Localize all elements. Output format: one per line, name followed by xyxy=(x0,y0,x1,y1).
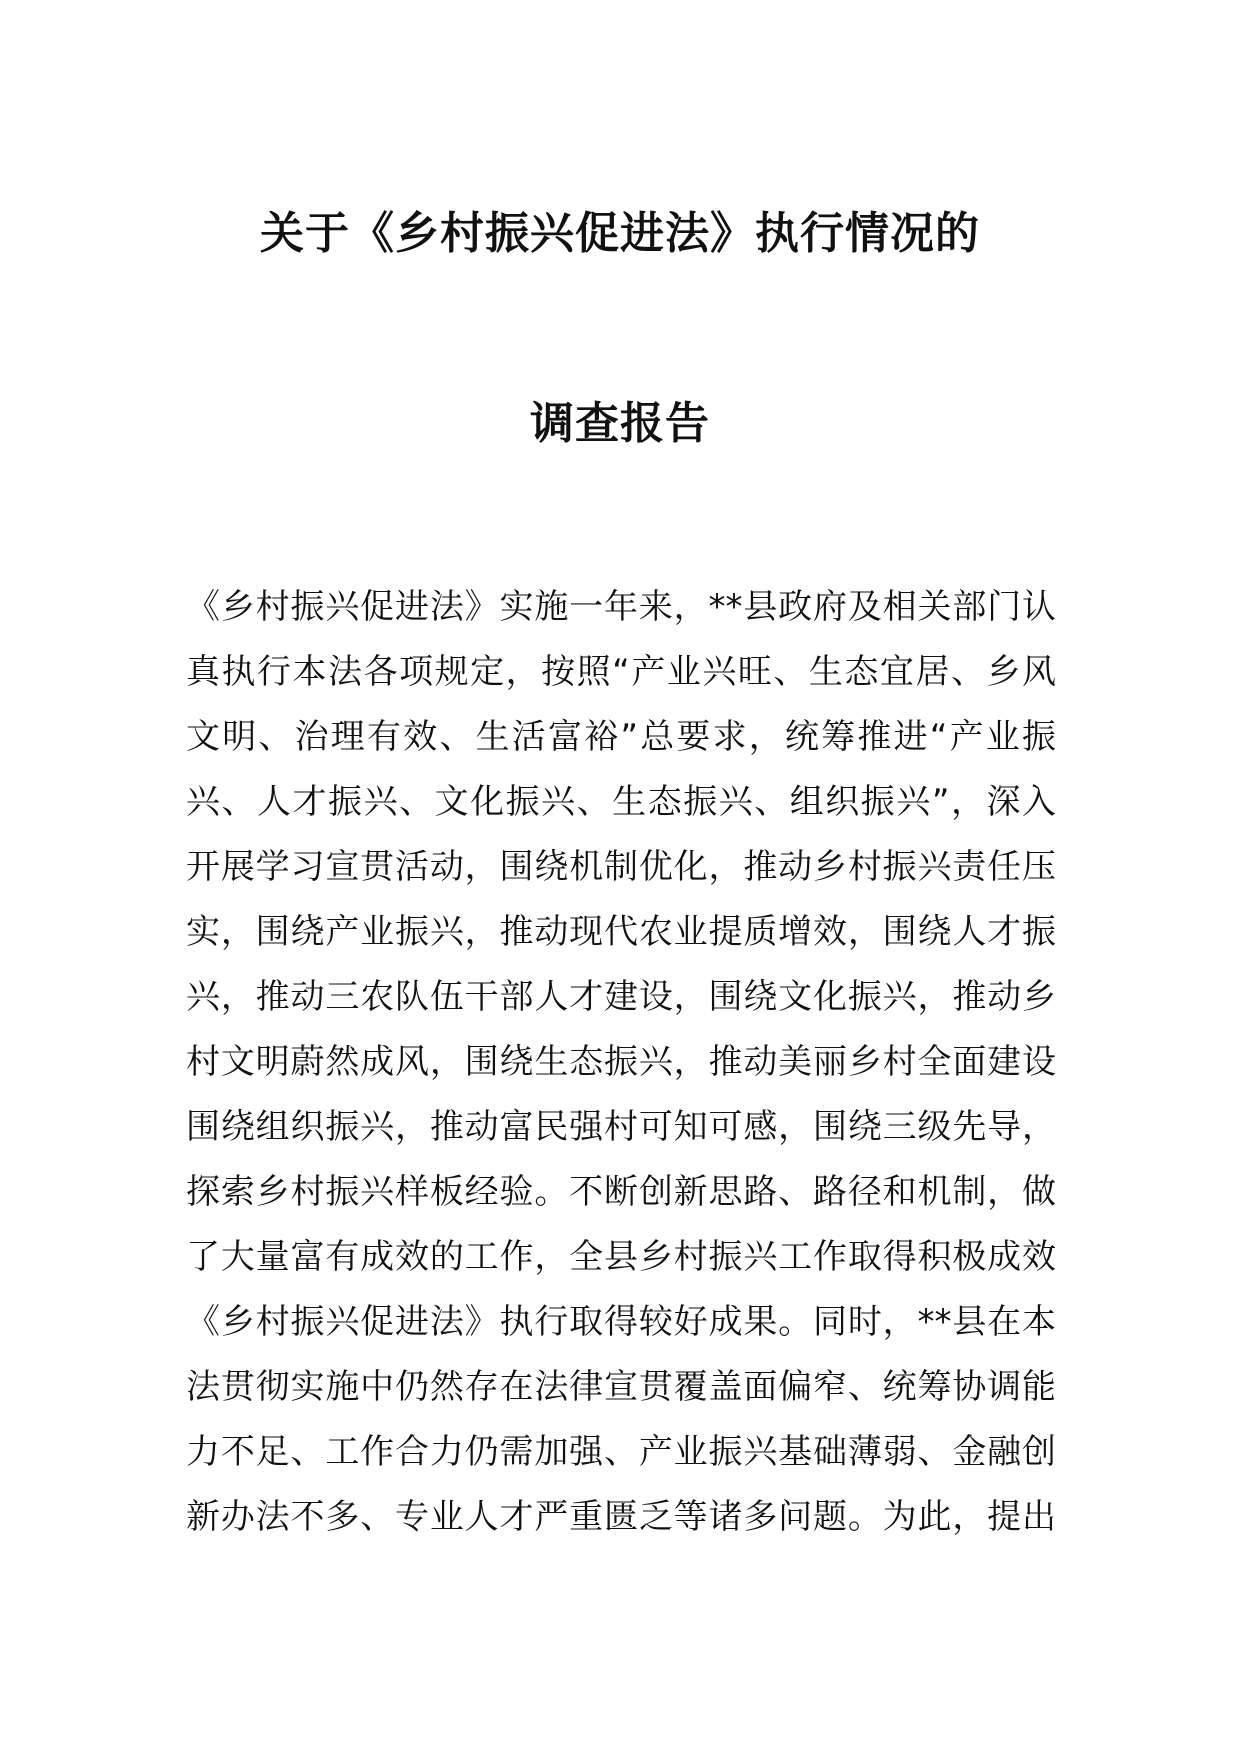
body-line: 村文明蔚然成风，围绕生态振兴，推动美丽乡村全面建设 xyxy=(186,1042,1056,1082)
body-line: 实，围绕产业振兴，推动现代农业提质增效，围绕人才振 xyxy=(186,912,1056,952)
body-line: 法贯彻实施中仍然存在法律宣贯覆盖面偏窄、统筹协调能 xyxy=(186,1367,1056,1407)
body-line: 文明、治理有效、生活富裕”总要求，统筹推进“产业振 xyxy=(186,717,1056,757)
body-line: 兴，推动三农队伍干部人才建设，围绕文化振兴，推动乡 xyxy=(186,977,1056,1017)
body-line: 围绕组织振兴，推动富民强村可知可感，围绕三级先导， xyxy=(186,1107,1056,1147)
body-line: 真执行本法各项规定，按照“产业兴旺、生态宜居、乡风 xyxy=(186,652,1056,692)
body-line: 《乡村振兴促进法》执行取得较好成果。同时，**县在本 xyxy=(186,1302,1056,1342)
body-line: 兴、人才振兴、文化振兴、生态振兴、组织振兴”，深入 xyxy=(186,782,1056,822)
body-line: 了大量富有成效的工作，全县乡村振兴工作取得积极成效 xyxy=(186,1237,1056,1277)
document-title-line-2: 调查报告 xyxy=(530,398,710,449)
body-line: 探索乡村振兴样板经验。不断创新思路、路径和机制，做 xyxy=(186,1172,1056,1212)
body-line: 新办法不多、专业人才严重匮乏等诸多问题。为此，提出 xyxy=(186,1497,1056,1537)
body-line: 《乡村振兴促进法》实施一年来，**县政府及相关部门认 xyxy=(186,587,1056,627)
body-line: 力不足、工作合力仍需加强、产业振兴基础薄弱、金融创 xyxy=(186,1432,1056,1472)
document-body xyxy=(186,575,1056,1550)
document-title-line-1: 关于《乡村振兴促进法》执行情况的 xyxy=(260,208,980,259)
body-line: 开展学习宣贯活动，围绕机制优化，推动乡村振兴责任压 xyxy=(186,847,1056,887)
